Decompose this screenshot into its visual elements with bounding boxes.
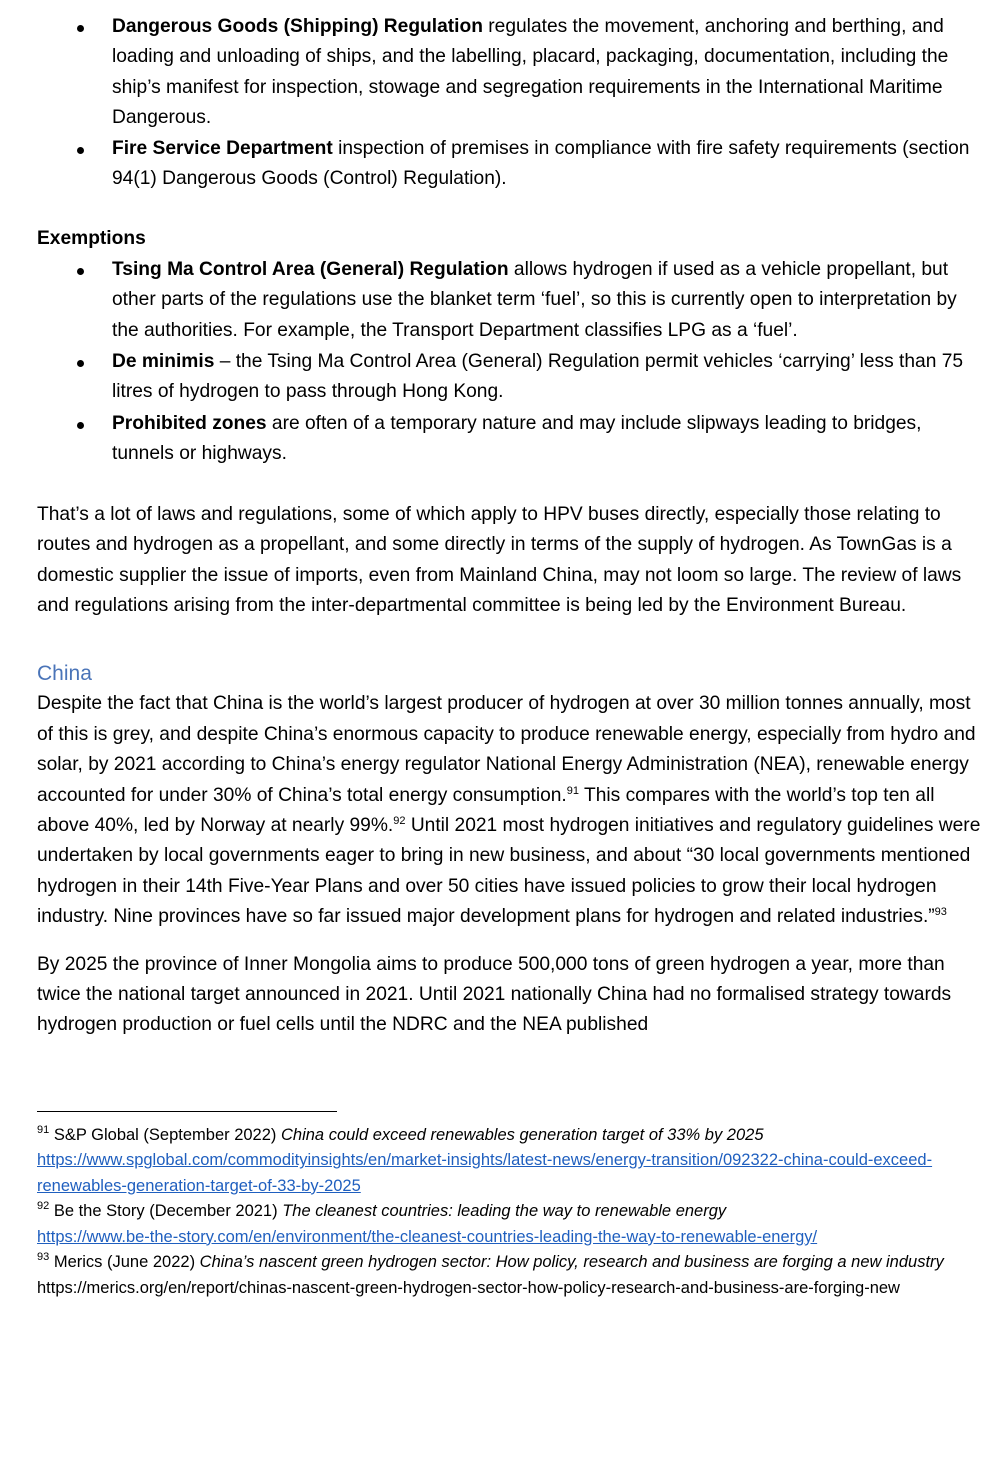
bullet-icon	[77, 147, 84, 154]
paragraph-text: Despite the fact that China is the world’s largest producer of hydrogen at over 30 million tonnes annually, most of this is grey, and despite China’s enormous capacity to produce renewable energy, especially from hydro and solar, by 2021 according to China’s energy regulator National Energy Administration (NEA), renewable energy accounted for under 30% of China’s total energy consumption.	[37, 693, 976, 806]
item-term: Tsing Ma Control Area (General) Regulation	[112, 258, 509, 280]
footnote-ref[interactable]: 92	[393, 814, 406, 827]
footnote-source: Merics (June 2022)	[49, 1253, 200, 1272]
footnote-number: 91	[37, 1123, 50, 1136]
item-text: – the Tsing Ma Control Area (General) Regulation permit vehicles ‘carrying’ less than 75 litres of hydrogen to pass through Hong Kong.	[112, 351, 964, 403]
exemptions-heading: Exemptions	[37, 228, 146, 250]
footnote-91	[37, 1123, 982, 1200]
footnote-title: China could exceed renewables generation target of 33% by 2025	[281, 1125, 764, 1144]
footnote-93	[37, 1250, 982, 1301]
footnote-number: 93	[37, 1251, 50, 1264]
item-text: regulates the movement, anchoring and berthing, and loading and unloading of ships, and the labelling, placard, packaging, documentation, including the ship’s manifest for inspection, stowage and segregation requirements in the International Maritime Dangerous.	[112, 16, 949, 129]
list-item	[37, 12, 982, 134]
china-paragraph-2: By 2025 the province of Inner Mongolia aims to produce 500,000 tons of green hydrogen a year, more than twice the national target announced in 2021. Until 2021 nationally China had no formalised strategy towards hydrogen production or fuel cells until the NDRC and the NEA published	[37, 953, 952, 1036]
section-heading-china: China	[37, 662, 92, 686]
footnote-number: 92	[37, 1200, 50, 1213]
footnote-ref[interactable]: 93	[934, 906, 947, 919]
footnote-link[interactable]: https://www.spglobal.com/commodityinsights/en/market-insights/latest-news/energy-transition/092322-china-could-exceed-renewables-generation-target-of-33-by-2025	[37, 1151, 933, 1195]
bullet-icon	[77, 360, 84, 367]
list-item	[37, 255, 982, 346]
bullet-icon	[77, 268, 84, 275]
item-text: allows hydrogen if used as a vehicle propellant, but other parts of the regulations use the blanket term ‘fuel’, so this is currently open to interpretation by the authorities. For example, the Transport Department classifies LPG as a ‘fuel’.	[112, 258, 957, 341]
footnote-title: The cleanest countries: leading the way to renewable energy	[282, 1202, 727, 1221]
document-page	[37, 12, 982, 1301]
footnote-source: Be the Story (December 2021)	[49, 1202, 283, 1221]
footnote-url-text: https://merics.org/en/report/chinas-nascent-green-hydrogen-sector-how-policy-research-and-business-are-forging-new	[37, 1278, 900, 1297]
item-text: inspection of premises in compliance with fire safety requirements (section 94(1) Dangerous Goods (Control) Regulation).	[112, 137, 970, 190]
paragraph-text: This compares with the world’s top ten all above 40%, led by Norway at nearly 99%.	[37, 784, 935, 836]
bullet-icon	[77, 25, 84, 32]
list-item	[37, 347, 982, 408]
list-item	[37, 134, 982, 195]
china-paragraph-1	[37, 689, 982, 932]
footnote-title: China’s nascent green hydrogen sector: How policy, research and business are forging a new industry	[199, 1253, 944, 1272]
summary-paragraph: That’s a lot of laws and regulations, some of which apply to HPV buses directly, especially those relating to routes and hydrogen as a propellant, and some directly in terms of the supply of hydrogen. As TownGas is a domestic supplier the issue of imports, even from Mainland China, may not loom so large. The review of laws and regulations arising from the inter-departmental committee is being led by the Environment Bureau.	[37, 503, 962, 616]
paragraph-text: Until 2021 most hydrogen initiatives and regulatory guidelines were undertaken by local governments eager to bring in new business, and about “30 local governments mentioned hydrogen in their 14th Five-Year Plans and over 50 cities have issued policies to grow their local hydrogen industry. Nine provinces have so far issued major development plans for hydrogen and related industries.”	[37, 814, 981, 928]
item-term: Dangerous Goods (Shipping) Regulation	[112, 16, 483, 37]
footnote-source: S&P Global (September 2022)	[49, 1125, 281, 1144]
footnote-link[interactable]: https://www.be-the-story.com/en/environment/the-cleanest-countries-leading-the-way-to-renewable-energy/	[37, 1227, 818, 1246]
bullet-icon	[77, 422, 84, 429]
list-item	[37, 409, 982, 470]
item-term: Fire Service Department	[112, 137, 333, 159]
exemptions-list	[37, 255, 982, 470]
item-term: De minimis	[112, 351, 215, 373]
item-term: Prohibited zones	[112, 412, 267, 434]
footnote-92	[37, 1199, 982, 1250]
footnote-ref[interactable]: 91	[566, 784, 580, 797]
item-text: are often of a temporary nature and may include slipways leading to bridges, tunnels or highways.	[112, 412, 922, 465]
regulation-list	[37, 12, 982, 194]
